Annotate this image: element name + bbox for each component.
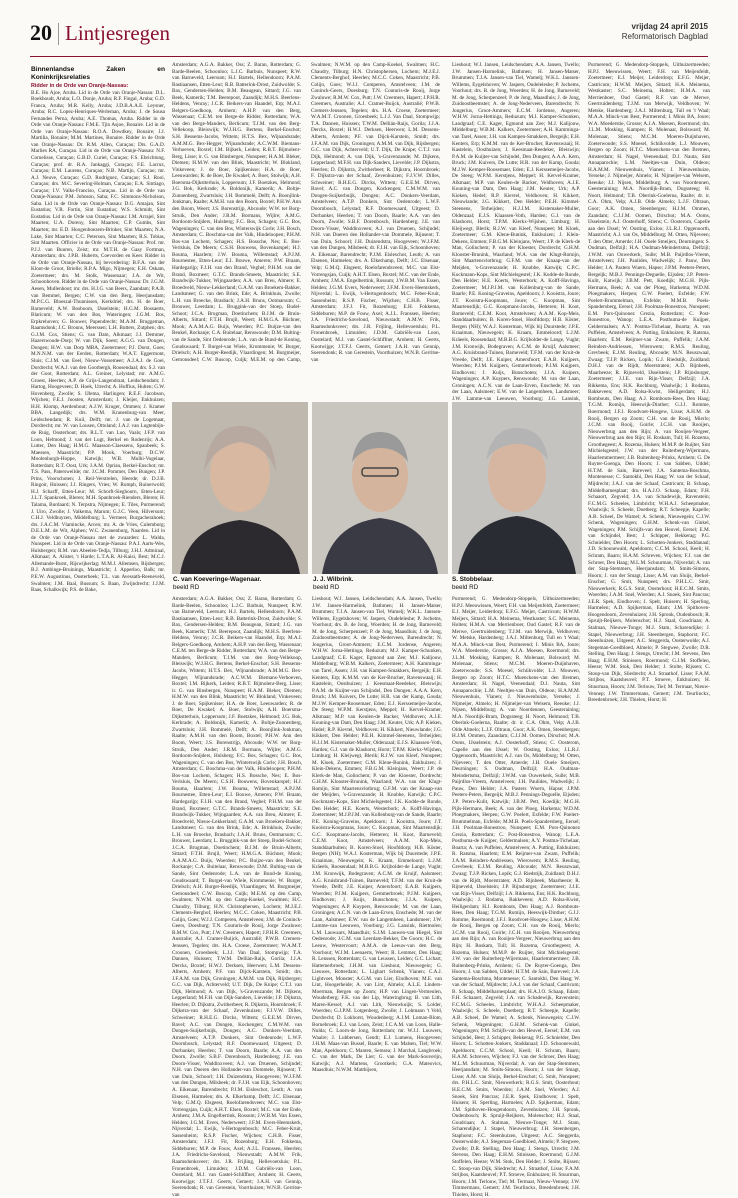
ministry-heading: Binnenlandse Zaken en Koninkrijksrelaties (31, 66, 165, 81)
column-4-lower (452, 596, 580, 1198)
honours-list-4b: Purmerend; G. Medendorp-Stoppels, Uithuizermeeden; H.P.J. Meeuwissen, Weert; F.H. van Meijenfeldt, Zoetermeer; E.J. Meijer, Leiderdorp; E.F.G. Meijer, Castricum; H.W.M. Meijers, Sittard; H.A. Meinema, Westkaster; S.C. Meinema, Holten; H.M.A. van Merrienboer, Oud Gastel; R.F. van de Merwe, Geertruidenberg; T.J.M. van Merwijk, Veldhoven; W. Metske, Hardenberg; J.A.J. Miltenburg, Tull en 't Waal; M.A.A. Minck-van Best, Purmerend; I. Minis BA, Joure; W.A. Moederstie, Grosse; A.J.A. Moesen, Roermond; drs. J.L.M. Mosking, Kampen; R. Molenaar, Bolsward; M. Molenaar, Stiens; M.C.M. Moeren-Duijnhaven, Zoeterwoude; S.S. Moesel, Schiikvolde; L.J. Mouwen, Bergen op Zoom; H.T.C. Muenckens-van den Bremen, Amsterdam; H. Nagel, Veenendaal; D.J. Nauta, Sint Annaparochie; L.M. Neeltjes-van Duin, Oldeon; H.A.M.M. Nieuwenhuis, Vianen; J. Nieuwenhuize, Yerseke; J. Nijmeijer, Almelo; H. Nijmeijer-van Welsem, Reeuke; J.J. Nijsen, Middelburg; A. van Noordennen, Geesteraining; M.A. Noordijk-Bram, Dogssteeg; H. Noort, Helmond; T.B. Oberink-Goelerna, Raalte; dr. ir. C.A. Ohm, Velp; A.J.B. Olde Almelo; L.J.F. Oltraun, Goor; A.K. Omen, Steenbergen; H.J.M. Ommen, Zaandam; C.J.J.M. Oomen, Dirschot; M.A. Ooms, IJsselstein; A.J. Oosterhoff, Stiens; C. Oosterom, Capelle aan den IJssel; W. Oosting, Exloo; J.L.R.J. Opgenoorth, Maastricht; A.J. van Os, Middelburg; M. Otten, Nijeveen; T. den Otter, Amerde; J.H. Ouele Smeijers, Deurningen; S. Oudman, Delfzijl; H.A. Oudman-Meindertsma, Delfzijl; J.W.M. van Ouwerkerk, Sulle; M.B. Paijrdlos-Vreem, Amstelveen; J.H. Paulides, Wadwelijk; J. Pauw, Den Helder; J.A. Pasters Wuern, Hapse; J.P.M. Peeters-Peters, Bergeijk; M.B.J. Pennings-Deguelle, Eijsden; J.P. Peters-Kulit, Katwijk; J.B.M. Pett, Koedijk; M.G.H. Pijls-Hermans, Beek; A. van der Ploeg, Harkema; W.D.M. Ploegmakers, Herpen; G.W. Poelert, Exfelde; F.W. Poelert-Brummelman, Exfelde; M.M.B. Poels-Spandersberg, Eersel; J.H. Poolman-Bonestroo, Nunspeet; E.M. Pors-Quinonez Grezia, Rotterdam; C. Post-Bonestroo, Wanop; L.E.A. Posthuma-de Kuijper, Geldermalsen; A.Y. Postma-Tichelaar, Boarta; A. van Puffelen, Amstelveen; A. Putting, Enkhuizen; R. Ratsma, Haarlem; E.M. Reijmer-van Zwam, Puffelik; J.A.M. Reinders-Andriessen, Wierowem; R.M.S. Reuling, Grevbeek; E.J.M. Reuling, Abcoude; M.N. Reuszwaal, Zwaag; T.J.P. Ricken, Lopik; G.J. Riedstijk, Zuidland; D.H.J. van de Rijdt, Moerstraten; A.D. Rijnbeek, Maarheeze; R. Rijneveld, IJsselstein; J.P. Rijnsburger, Zoetermeer; J.J.E. van Rijn-Visser, Delfzijl; J.A. Rikkema, Ens; H.K. Rochburg, Waalwijk; J. Rodama, Bakkeveen; A.D. Rolsa-Kwist, Heiligerdam; H.J. Rombouts, Den Haag; A.J. Rombouts-Rees, Den Haag; T.G.M. Romijn, Heeswijk-Dinther; G.J.J. Romme, Roermond; J.F.J. Roodvoet-Hoogew, Lisse; A.H.M. de Rooij, Bergen op Zoom; C.H. van de Rooij, Mierlo; J.C.M. van Rooij, Goirle; J.C.H. van Rooijen, Nieuwerbrug aan den Rijn; A. van Rooijen-Vergeer, Nieuwerbrug aan den Rijn; H. Roskam, Tull; H. Rozema, Groothegeest; A. Rozema, Hulsen; M.M.P. de Ruijter, Sint Michielsgestel; J.W. van der Ruiterberg-Wijermans, Haarlemmermeer; J.B. Ruitenberg-Prinks, Arnhem; G. De Ruyter-Goenga, Den Hoorn; J. van Sabben, Uddel; H.T.M. de Sain, Bareveel; J.A. Santema-Boschma, Montenesse; C. Santokhi, Den Haag; W. van der Schaaf, Mijdrecht; J.A.J. van der Schaaf, Castricum; B. Schaap, Middelharnesplaat; drs. H.A.J.O. Schaap, Edam; F.H. Schaaort, Zegveld; J.A. van Schadewijk, Ravenstein; F.C.M.G. Scheeles, Limbricht; W.H.A.J. Scheepmaker, Waalwijk; S. Scheele, Doetberg; R.T. Scheepje, Kapelle; A.B. Scheel, De Wamel; A. Schenk, Nieuwegein; C.J.W. Schenk, Wageningen; G.H.M. Schenk-van Ginkel, Wageningen; P.M. Schijfs-van den Heuvel, Eersel; E.M. van Schijndel, Best; J. Schipper, Bekkerag; P.G. Schnielder, Den Hoorn; L. Schotten-Jonkers, Staddanaal; J.D. Schoonewald, Apeldoorn; C.C.M. School, Keeli; H. Schram, Baarn; H.A.M. Schreven, Wijchen; F.J. van der Schroer, Den Haag; M.L.M. Schuurman, Nijverdal; A. van der Stap-Stemmers, Heerjansdam; M. Smits-Simons, Hoorn; J. van der Smagt, Lisse; A.M. van Sluijs, Berkel-Enschot; G. Smit, Nunspeet; drs. P.H.L.C. Smit, Nieuwerkerk; R.G.S. Smit, Oosterhout; H.E.C.M. Smits, Woerden; J.A.M. Snel, Wierden; A.J. Snoek, Sint Pancras; J.E.R. Spek, Eindhoven; J. Spelt, Huisem; H. Sperling, Harmelen; A.D. Spijkerman, Edam; J.M. Spithoven-Hoogendoorn, Zevenhuizen; J.H. Spronk, Oudenbosch; R. Spruijt-Reijkers, Molenschot; H.J. Staal, Goudriaan; A. Stalman, Nieuwe-Tonge; M.J. Stam, Scharendijke; J. Stapel, Nieuwerbrug; J.H. Steenbergen, Staphorst; F.C. Steenhuizen, Uitgeest; A.C. Steggerda, Oosterwolde; A.J. Stegeman-Goedbloed, Almelo; P. Stegwee, Zwolle; D.R. Stelling, Den Haag; J. Stengs, Utrecht; J.M. Stevens, Den Haag; E.H.M. Stinissen, Roermond; G.J.M. Stoffelen, Heeze; W.M. Stok, Den Helder; J. Stolte, Rijssen; C. Stoop-van Dijk, Sliedrecht; A.J. Straathof, Lisse; F.A.M. Strijbos, Kaatsheuvel; P.T. Stroeve, Enkhuizen; H. Stuurman, Hoorn; J.M. Terlouw, Tiel; M. Termaat, Nieuw-Vennep; J.W. Timmermans, Gemert; J.M. Teurlinckx, Breedenbroek; J.H. Thielen, Horst; H. (452, 596, 580, 1198)
portrait-photo-1 (172, 402, 308, 574)
column-3 (452, 62, 580, 402)
photo-caption-2 (313, 576, 447, 591)
photo-caption-1 (173, 576, 307, 591)
honours-list-3: Lieshout; W.J. Jansen, Leidschendam; A.A. Jansen, Twello; J.W. Jansen-Harmelink, Bathmen; H. Jansen-Matser, Brummen; T.J.A. Jansen-van Tiel, Wamelj; W.K.L. Janssen-Willems, Eygelshoven; W. Jaspers, Oudeleleshe; P. Jochems, Voorhout; drs. B. de Jong, Woerden; H. de Jong, Barneveld; M. de Jong, Scherpenzeel; P. de Jong, Maasdluis; J. de Jong, Zuidoostbeemster; A. de Jong-Nederveen, Barendrecht; N. Jongerius, Groot-Ammers; E.C.M. Jordense, Angeren; W.H.W. Jorna-Hettinga, Reduzum; M.J. Kamper-Schunken, Landgraaf; C.E. Kager, Egmond aan Zee; M.J. Kalijouw, Middelburg; W.B.M. Kalkers, Zoetermeer; A.H. Kamminga-van Tarel, Assen; J.H. van Kampen-Smakkers, Bergeijk; E.H. Kenters, Erp; K.M.M. van de Ker-Brucher, Ravenswaaij; H. Kastelein, Oosthuizen; J. Keesmaat-Reedeker, Bleiswijn; P.A.M. de Kuijter-van Schijndel, Den Dungen; A.A.A. Kern, Bruck; J.M. Kuivers, De Lutte; H.R. van der Kamp, Gouda; M.J.W. Kemper-Roosemaer, Eden; E.J. Kerssemeijer-Jacobs, De Steeg; W.P.M. Kerstjens, Meppel; H. Kervel-Kramer, Alkmaar; M.P. van Keulen-de Backer, Veldhoven; A.J.E. Kouning-van Dam, Den Haag; J.M. Keuter, Urk; A.P. Kieken, Hedel; R.P. Kievtel, Veldhoven; H. Kikkert, Nieuwlande; J.G. Kikkert, Den Helder; P.E.H. Kimmel-Steenens, Terheijden; H.J.J.M. Kistemaker-Muller, Oldenzaal; E.J.S. Klaassen-Voth, Harden; G.J. van de Klashorst, Horst; T.P.M. Klerkx-Wijshen, Limburg; H. Kleijwegt, Blerik; R.J.W. van Kleef, Nunspeet; M. Kloek, Zoetermeer; G.M. Klene-Bunink, Enkhuizen; J. Klein-Dekens, Emmen; F.B.G.M. Kleinjans, Weert; J.P. de Klerk-de Man, Golinchem; P. van der Kloester, Dordrecht; G.H.M. Klooster-Brunink, Waarland; W.A. van der Klugt-Romijn, Sint Maartensvlotbrug; G.F.M. van der Knaap-van der Meijden, 's-Gravenzande; H. Knobbe, Katwijk; C.P.C. Kockmann-Kops, Sint Michielsgestel; J.K. Kodde-de Ronde, Den Helder; H.E. Koerts, Westerbork; A. Kolff-Havinga, Zoetermeer; M.J.P.J.M. van Kollenburg-van de Sande, Baarle; P.E. Koning-Graveins, Apeldoorn; J. Kooistra, Joure; J.T. Kooistra-Koopmans, Joure; C. Koopman, Sint Maartensdijk; G.C. Koopmans-Jacobs, Hetteren; H. Koot, Barneveld; C.E.M. Koot, Amstelveen; A.A.M. Kop-Meis, Standdaarbuiten; B. Koren-Stoel, Hoofddorp; H.B. Köster, Bergen (NH); W.A.J. Kosterman, Wijk bij Duurstede; J.P.E. Kraaiman, Nieuwegein; K. Kraam, Emmeloord; L.J.M. Kräeels, Roosendaal; M.B.B.G. Krijbolder-de Lange, Vught; J.M. Kronwijk, Bodegraven; A.C.M. de Kruijf, Aalsmeer; A.G. Kruisbrand-Tuinen, Barneveld; T.F.M. van der Kruit-de Vreede, Delft; J.E. Kuiper, Amersfoort; E.A.B. Kuijpers, Woerden; P.J.M. Kuijpers, Gemmerbroek; P.J.M. Kuijpers, Eindhoven; J. Kuijs, Bunschoten; J.J.A. Kuipers, Wageningen; A.P. Kuypers, Renswoude; M. van der Laan, Groningen; A.C.N. van de Laan-Erven, Enschede; M. van der Laan, Aalsmeer; E.W. van de Langemheen, Landsmeer; J.W. Lamme-van Leeuwen, Voorburg; J.G. Lansink, (452, 62, 581, 402)
column-1 (31, 66, 165, 1060)
caption-name-3: S. Stobbelaar. (452, 576, 494, 583)
honours-list-3b: Lieshout; W.J. Jansen, Leidschendam; A.A. Jansen, Twello; J.W. Jansen-Harmelink, Bathmen; H. Jansen-Matser, Brummen; T.J.A. Jansen-van Tiel, Wamelj; W.K.L. Janssen-Willems, Eygelshoven; W. Jaspers, Oudeleleshe; P. Jochems, Voorhout; drs. B. de Jong, Woerden; H. de Jong, Barneveld; M. de Jong, Scherpenzeel; P. de Jong, Maasdluis; J. de Jong, Zuidoostbeemster; A. de Jong-Nederveen, Barendrecht; N. Jongerius, Groot-Ammers; E.C.M. Jordense, Angeren; W.H.W. Jorna-Hettinga, Reduzum; M.J. Kamper-Schunken, Landgraaf; C.E. Kager, Egmond aan Zee; M.J. Kalijouw, Middelburg; W.B.M. Kalkers, Zoetermeer; A.H. Kamminga-van Tarel, Assen; J.H. van Kampen-Smakkers, Bergeijk; E.H. Kenters, Erp; K.M.M. van de Ker-Brucher, Ravenswaaij; H. Kastelein, Oosthuizen; J. Keesmaat-Reedeker, Bleiswijn; P.A.M. de Kuijter-van Schijndel, Den Dungen; A.A.A. Kern, Bruck; J.M. Kuivers, De Lutte; H.R. van der Kamp, Gouda; M.J.W. Kemper-Roosemaer, Eden; E.J. Kerssemeijer-Jacobs, De Steeg; W.P.M. Kerstjens, Meppel; H. Kervel-Kramer, Alkmaar; M.P. van Keulen-de Backer, Veldhoven; A.J.E. Kouning-van Dam, Den Haag; J.M. Keuter, Urk; A.P. Kieken, Hedel; R.P. Kievtel, Veldhoven; H. Kikkert, Nieuwlande; J.G. Kikkert, Den Helder; P.E.H. Kimmel-Steenens, Terheijden; H.J.J.M. Kistemaker-Muller, Oldenzaal; E.J.S. Klaassen-Voth, Harden; G.J. van de Klashorst, Horst; T.P.M. Klerkx-Wijshen, Limburg; H. Kleijwegt, Blerik; R.J.W. van Kleef, Nunspeet; M. Kloek, Zoetermeer; G.M. Klene-Bunink, Enkhuizen; J. Klein-Dekens, Emmen; F.B.G.M. Kleinjans, Weert; J.P. de Klerk-de Man, Golinchem; P. van der Kloester, Dordrecht; G.H.M. Klooster-Brunink, Waarland; W.A. van der Klugt-Romijn, Sint Maartensvlotbrug; G.F.M. van der Knaap-van der Meijden, 's-Gravenzande; H. Knobbe, Katwijk; C.P.C. Kockmann-Kops, Sint Michielsgestel; J.K. Kodde-de Ronde, Den Helder; H.E. Koerts, Westerbork; A. Kolff-Havinga, Zoetermeer; M.J.P.J.M. van Kollenburg-van de Sande, Baarle; P.E. Koning-Graveins, Apeldoorn; J. Kooistra, Joure; J.T. Kooistra-Koopmans, Joure; C. Koopman, Sint Maartensdijk; G.C. Koopmans-Jacobs, Hetteren; H. Koot, Barneveld; C.E.M. Koot, Amstelveen; A.A.M. Kop-Meis, Standdaarbuiten; B. Koren-Stoel, Hoofddorp; H.B. Köster, Bergen (NH); W.A.J. Kosterman, Wijk bij Duurstede; J.P.E. Kraaiman, Nieuwegein; K. Kraam, Emmeloord; L.J.M. Kräeels, Roosendaal; M.B.B.G. Krijbolder-de Lange, Vught; J.M. Kronwijk, Bodegraven; A.C.M. de Kruijf, Aalsmeer; A.G. Kruisbrand-Tuinen, Barneveld; T.F.M. van der Kruit-de Vreede, Delft; J.E. Kuiper, Amersfoort; E.A.B. Kuijpers, Woerden; P.J.M. Kuijpers, Gemmerbroek; P.J.M. Kuijpers, Eindhoven; J. Kuijs, Bunschoten; J.J.A. Kuipers, Wageningen; A.P. Kuypers, Renswoude; M. van der Laan, Groningen; A.C.N. van de Laan-Erven, Enschede; M. van der Laan, Aalsmeer; E.W. van de Langemheen, Landsmeer; J.W. Lamme-van Leeuwen, Voorburg; J.G. Lansink, Rietmolen; L.M. Lauwaars, Maasdluis; S.J.M. Lauwen-van Hiegel, Sint Oedenrode; J.C.M. van Leerdam-Bekker, De Goorn; H.C. de Leeuw, Westervoort; A.M.A. de Leeuw-van den Berg, Voorhout; W.J.M. Leenaerts, Weert; R. Lemmer, Den Haag; R. Lenssen, Rotterdam; G. van Leussen, Leiden; G.C. Lichart, Hattemerbroek; J.H.M. van Lieshout, Nieuwegein; G. Lieuwes, Rotterdam; L. Lighart Schenk, Vianen; C.A.J. Lightvoet, Monster; A.G.M. van Lier, Eindhoven; M.E. van Lint, Hoogerheide; A. van Lint, Almelo; A.L.E. Linders-Moerman, Bergen op Zoom; H.P. van Lingen-Vermeulen, Wouderberg; F.K. van der Lip, Wateringbrug; B. van Lith, Maren-Kessel; A.J. van Lith, Nieuwkuijk; S. Lolder, Woerden; G.J.P.M. Lotgenberg, Zwolle; J. Lohmann 't Veld, Dordrecht; D. Lokhorst, Woudenberg; A.J.M. Loman-Blom, Bornebroek; E.J. van Loon, Zeist; J.C.A.M. van Loon, Halle-Nulda; C. Loorn-de Jong, Rotterdam; mr. W.J.J. Louwers, Waalre; J. Lubbersen, Gendt; E.J. Lumens, Hoogeveen; J.H.M. Maas-van Bussel, Baarle; E. van Malsen, Tiel; W.W. Man, Apeldoorn; C. Manten, Semsea; J. Marchal, Langbroek; C. van der Mark, De Lier; G. van der Mark-Souverijn, Katwijk; A.J. Martens, Grootkerk; G.A. Mateovics, Maasdluis; N.W.M. Matthijsen, (312, 596, 442, 1074)
caption-credit-1: beeld RD (173, 583, 200, 591)
honours-list-1: B.E. Ho Ajoe, Aruba. Lid in de Orde van Oranje-Nassau: D.L. Boekhoudt, Aruba; L.O. Donje, Aruba; R.F. Fingal, Aruba; G.D. Franca, Aruba; M.R. Kelly, Aruba; J.D.B.A.A.E. Leysner, Aruba; R.C. Lopez-Henriques-Werleman, Aruba; J. de Sousa Fernandes Perna, Aruba; A.E. Thomas, Aruba. Ridder in de Orde van Oranje-Nassau: F.M.E. Tjin Asjoe, Bonaire. Lid in de Orde van Oranje-Nassau: R.O.A. Dowdkey, Bonaire; J.J. Martilia, Bonaire; M.M. Martines, Bonaire. Ridder in de Orde van Oranje-Nassau: Dr. R.M. Allen, Curaçao; Drs. G.A.D. Marlies RA, Curaçao. Lid in de Orde van Oranje-Nassau: N.F. Cornelisse, Curaçao; G.B.D. Curiel, Curaçao; F.S. Ebrichtung, Curaçao; prof. dr. R.A. Jankaggi, Curaçao; F.E. Lacruz, Curaçao; E.M. Laurens, Curaçao; N.B. Martijn, Curaçao; mr. A.J. Neuve, Curaçao; G.D. Rodriguez, Curaçao; S.J. Rooi, Curaçao; drs. M.C. Severing-Holman, Curaçao; E.A. Sintiago, Curaçao; I.V. Valks-Franciso, Curaçao. Lid in de Orde van Oranje-Nassau: P.M. Johnson, Saba; F.C. Simmons-Nicholson, Saba. Lid in de Orde van Oranje-Nassau: D.G. Amajan, Sint Eustatius; V.R. Fortin, Sint Eustatius; W.S. Schmidt, Sint Eustatius. Lid in de Orde van Oranje-Nassau: I.M. Arrajel, Sint Maarten; U.A. Doreny, Sint Maarten; C.P. Gumbs, Sint Maarten; mr. E.D. Hoogenboezem-Brinker, Sint Maarten; N.A. Lake, Sint Maarten; C.C. Peterson, Sint Maarten; R.S. Tobias, Sint Maarten. Officier in de Orde van Oranje-Nassau: Prof. mr. P.J.J. van Buuren, Zeist; mr. M.T.H. de Gaay Fortman, Amsterdam; drs. J.P.B. Huberts, Coevorden en Keer. Ridder in de Orde van Oranje-Nassau, bij bevordering: B.F.A. van der Kloot-de Groot, Brielle; R.P.A. Migo, Nijmegen; E.H. Oskam, Zoetermeer; drs. M. Stolk, Wassenaar; J.A. de Wit, Schoonhoven. Ridder in de Orde van Oranje-Nassau: Dr. J.G.M. Aesen, Mullenhout; mr. drs. H.J.G. van Beers, Zaandam; P.A.B. van Bemmel, Bergen; C.W. van den Berg, Heerjansdam; M.P.C.G. Bloeszal-Thunnissen, Kerkdriel; drs. H. de Boer, Barneveld; A.W. Bosboom, IJsselstein; H.G.M. Bossaerts, Blaricum; W. van den Bos, Wateringen; J.G.M. Bos, Erpkrehoven; G. Bouwer, Papendrecht; M.A.M. Bruggeman, Raamsdonk; J.C. Brouns, Meerssen; L.H. Butters, Zutphen; drs. G.J.M. Cox, Stiens; G. van Dam, Alkmaar; J.J. Demmer, Hazerswoude-Dorp; W. van Dijk, Soest; A.G.G. van Dongen, Dongen; H.W. van Dorp MBA, Zoetermeer; P.J. Dorst, Goes; M.N.N.M. van der Eerden, Rotterdam; W.A.T. Eggermont, Sluis; C.J.M. van Eeel, Nieuw-Vossemeer; A.J.A.J. de Goei, Dordrecht; W.A.J. van den Goorbergh, Roosendaal; drs. S.J. van der Goot, Rotterdam; A.L. Greiner, Lelystad; mr. A.M.G. Groest, Heerlen; A.P. de Grijs-Langendraat, Leidschendam; J. Hartog, Hoogeveen; D. Hoek, Utrecht; A. Hoffius, Hulten; G.W. Hovenberg, Zwolle; S. IJlema, Harlingen; R.E.F. Jacobson, Wijchen; F.E.J. Joosten, Amsterdam; J. Kleijer, Enkhuizen; H.H. Klomp, Aerdenhout; A.J.W. Kruger, Ommen; J. Kramer BBA, Langedijk; drs. W.M. Kranenburg-van Meer, Leidschendam; R. Kuil, Delft; mr. J. van de Logemaat, Dordrecht; mr. W. van Lousen, Ottoland; J.A.J. van Lugtenbijn-de Ruig, Oosterhout; drs. R.L.T. van Luo, Vaals; J.F.P. van Loon, Helmond; J. van der Lugt, Berkel en Rodenrijs; A.A. Lutter, Den Haag; H.M.G. Maasson-Claessens, Spaubeek; S. Maessen, Maastricht; P.P. Mook, Voerburg; D.C.W. Moolenburgh-Hoppe, Katwijk; W.B. Mulhi-Vogelaar, Rotterdam; R.T. Oost, Urk; J.A.M. Opriau, Berkel-Enschot; mr. T.S. Pass, Patersweilde; mr. J.C.M. Pommer, Den Bungen; J.P. Prins, Voorschoten; J. Reil-Verstrelen, Heerde; dr. D.J.B. Ringoir, Huissen; J.J. Ringers, Vries; W. Rumph, Ruinerwold; H.J. Scharff, Etten-Leur; M. Schorft-Sieghoorn, Etten-Leur; J.L.T. Spankroek, Bleren; M.H. Spanbroek-Rienders, Bleren; H. Talama, Burdaard; N. Terpstra, Nijmegen; E. Tiles, Purmerend; J. Uiro, Zwolle; J. Valkema, Marum; G.J.C. Veen, Hilversum; C.H.J. Veldhuyzen, Middelburg; L. Vermeer, Burgacherahoek; drs. J.A.C.M. Vlamincke, Arcen; mr. A. de Vries, Culemborg; D.E.L.M. de Wit, Alphen; W.C. Zwanenburg, Naarden. Lid in de Orde van Oranje-Nassau met de zwaarden: L. Walda, Nunspeet. Lid in de Orde van Oranje-Nassau: P.A.I. Aarts-Wes, Hulsbergen; R.M. van Abeelen-Tedja, Tilburg; J.H.J. Admiraal, Alkmaar; A. Aiister, 't Harde; L.T.A.R. Al-Kaisi, Best; M.C.J. Allemande-Burst, Rijswijkerlag; M.M.J. Allemsen, Rijsbergen; B.J. Ambinge-Bruinings, Maastricht; J. Apperloo, Balk; mr. P.E.W. Augustinus, Oosterbeek; T.L. van Avessath-Reeneveld, Swalmen; J.M. Baal, Bussum; S. Baan, Zwijndrecht; J.J.M. Baas, Schalkwijk; P.S. de Bake, (31, 89, 165, 594)
honours-list-2b: Amsterdam; A.G.A. Bakker, Oss; Z. Baran, Rotterdam; G. Barde-Beelen, Schoonloo; L.J.C. Barbuis, Nunspeet; R.W. van Barneveld, Leersum; H.J. Bartels, Hellendoorn; P.A.M. Bastiaansen, Etten-Leur; R.B. Batterink-Drost, Zuidwolde; S. Bax, Gendersen-Helden; B.M. Beaugean, Sittard; J.G. van Beek, Kamerik; T.M. Beerepoot, Zaandijk; M.H.S. Beerlens-Heldens, Venray; J.C.R. Beikers-van Haandel, Erp; M.A.I. Belgers-Goedkoop, Arnhem; A.H.P. van den Berg, Wassenaar; C.E.M. ten Berge-de Ridder, Rotterdam; W.A. van den Berge-Manders, Berlicum; T.J.M. van den Berg-Vellekoop, Bleiswijk; W.J.H.G. Bertens, Berkel-Enschot; S.H. Bessems-Jacobs, Wittem; H.T.S. Bex, Wijnandsrade; A.M.M.G. Bex-Hegger, Wijnandsrade; A.C.W.M. Biemans-Verhoeven, Boxtel; I.M. Bijkerk, Leiden; R.B.T. Bijmolenr-Berg, Lisse; ir. G. van Binsbergen, Nunspeet; H.A.M. Bleker, Diemen; H.M.W. van den Blink, Maastricht; W. Blokland, Vinkeveen; J. de Boer, Spijkenisse; H.A. de Boer, Leeuwarden; R. de Boer, De Kwakel; A. Boer, Stolwijk; A.H. Boersma-Dijkstterhuis, Loppersum; J.F. Boetzkes, Helmond; J.G. Bok, Kerkrade; A. Boldonijk, Kamerik; A. Boltje-Zunnenberg, Zwartsluis; J.H. Bommelé, Delft; A. Boonjlink-Jonkman, Raalte; A.M.H. van den Boom, Boxtel; P.H.W. Ann den Boom, Weert; J.S. Borenstrijp, Abcoude; W.W. ter Borg-Struik, Den Ander; J.R.M. Bormans, Wijlre; A.M.G. Bordoom-Snijders, Hulsberg; F.C. Bos, Schagen; G.C. Bos, Wageningen; C. van den Bos, Winterswijk Corle; J.H. Bosch, Amsterdam; C. Boschma-van der Valk, Hindeloopen; P.H.M. Bos-van Lochem, Schagen; H.S. Bossche, Nes; E. Bos-Verlsluis, De Meern; C.S.H. Bouwens, Bovenkarspel; H.J. Bouma, Haarlem; J.W. Bouma, Willemstad; A.P.J.M. Bournestee, Etten-Leur; E.I. Bouwe, Ameren; P.W. Braam, Hardegarijp; F.J.H. van den Brand, Veghel; P.H.M. van der Brand, Boxmeer; G.T.C. Brands-Smeets, Maastricht; S.E. Brandwijk-Tukker, Wijngaarden; A.A. van Breu, Almere; E. Broedveld, Nieuw-Lekkerland; G.A.M. van Broekem-Bakker, Landsmeer; G. van den Brink, Ede; A. Brinkhuis, Zwolle; L.H. van Broecke, Brasbach; J.A.H. Bruns, Ootmarsum; C. Brouwer, Leerdam; L. Bruggink-van der Stoep, Budel-Schoot; J.C.A. Brugman, Doetinchem; B.J.M. de Bruin-Alberts, Sittard; F.T.H. Brujil, Weert; H.M.G.A. Büchner, Mook; A.A.M.A.G. Buijs, Woerden; P.C. Buijze-van den Beukel, Rockanje; C.A. Buitelaar, Renswoude; D.M. Bulting-van de Sande, Sint Oedenrode; L.A. van de Bund-de Koning, Goudswaard; T. Burgel-van Wiele, Krommenie; W. Burger, Drielsch; A.H. Burger-Reedijk, Vlaardingen; M. Burgmeijer, Gemonsdeel; C.W. Buscop, Culjk; M.E.M. op den Camp, Swalmen; N.W.M. op den Camp-Koekel, Swalmen; H.C. Chaudry, Tilburg; H.N. Christophersen, Lochem; M.J.E.J. Clements-Berghof, Heerlen; M.C.C. Coken, Maastricht; P.B. Colijn, Goes; W.J.J. Comperen, Amstelveen; J.M. de Coninck-Geers, Doesburg; T.N. Couturis-de Rooij, Jorge Zwaluwe; R.M.W. Cox, Putt; J.W. Creemers, Hapert; J.P.H.R. Creemers, Australie; A.J. Cramer-Buijck, Australië; P.W.B. Cremers-Jenssen, Tegelen; drs. H.A. Croese, Zoetermeer; W.A.M.T. Croonen, Groesbeek; L.J.J. Van Daal, Stompwijp; T.A. Dannen, Huissen; T.W.M. Dellián-Raijs, Gorila; J.J.A. Dercks, Boxtel; H.W.J. Derksen, Heerwen; L.M. Dessens-Alberts, Arnhem; P.F. van Dijck-Karstein, Smidt; drs. J.F.A.M. van Dijk, Groningen; A.M.M. van Dijk, Rijsbergen; G.C. van Dijk, Achterveld; U.T. Dijk, De Knipe; C.T.J. van Dijk, Helmond; A. van Dijk, 's-Gravenzande; M. Dijkens, Lepperland; M.F.H. van Dijk-Sanders, Lievelde; J.P. Dijkstra, Heerlen; D. Dijkstra, Zwitherbeet; R. Dijkstra, Hoornbroek; F. Dijkstra-van der Schaaf, Zevenhuizen; F.J.V.W. Dilles, Schweiner; R.H.E.G. Dircks, Wittem; G.E.E.M. Dirven, Bavel; A.C. van Dongen, Kockengen; C.M.W.M. van Dongen-Suijkerbuijk, Dongen; A.C. Donkers-Veerdam, Amstelveen; A.T.P. Donkers, Sint Oedenrode; L.W.F. Doornbosch, Lelystad; R.F. Doomewaard, Uitgeest; D. Dorbanker, Heerlen; T. van Doorn, Baarle; A.A. van den Doorn, Zwolle; S.B.F. Dorenbosch, Hardenberg; J.E. van Doorn-Visser, Waddinxveen; A.J. van Druenen, Schijndel; N.H. van Dueren den Hollander-van Dommele, Rijnsent; T. van Duin, Schoorl; J.H. Duizendstra, Hoogeveen; W.J.F.M. van den Dungen, Milsbeek; dr. F.J.H. van Eijk, Schoonhoven; A. Eikenaar, Barendrecht; P.J.M. Eisleschot, Leuth; A. van Elsenen, Harmelen; drs. A. Elkerhamp, Delft; J.C. Elsenaar, Velp; G.M.Q. Elsgeest, Roelofarendsveen; M.C. van Elst-Vorrengsjan, Cuijk; A.H.T. Elsen, Boxtel; M.C. van der Ende, Arnhem; J.M.A. Engelbertink, Rossum; J.W.B.M. Van Essen, Helden; J.G.M. Evers, Nederweert; J.F.M. Evers-Heemskerk, Nijverdal; L. Ewijk, 's-Hertogenbosch; M.C. Feber-Kruit, Sassenheim; R.S.P. Fischer, Wijchen; C.H.B. Fisser, Amsterdam; J.F.J. Fit, Rozenburg; E.H. Fokkema, Siddeburen; M.P. de Fouw, Axel; A.J.L. Franssen, Heerlen; J.A. Friedrichs-Saveloud, Nieuwstadt; A.M.W. Frik, Raamsdonksveer; drs. J.R. Frijling, Hellevoetsluis; P.L. Fronenbroek, Limuiden; J.D.M. Gabriëls-van Loon, Oostelard; M.J. van Gastel-Schliffner, Arnhem; H. Geerts, Kootwijge; J.T.F.J. Geerts, Gemert; J.A.H. van Gennip, Soerendonk; R. van Gerestein, Voorthuizen; W.N.B. Gerritse-van (172, 596, 302, 1198)
honours-list-4: Purmerend; G. Medendorp-Stoppels, Uithuizermeeden; H.P.J. Meeuwissen, Weert; F.H. van Meijenfeldt, Zoetermeer; E.J. Meijer, Leiderdorp; E.F.G. Meijer, Castricum; H.W.M. Meijers, Sittard; H.A. Meinema, Westkaster; S.C. Meinema, Holten; H.M.A. van Merrienboer, Oud Gastel; R.F. van de Merwe, Geertruidenberg; T.J.M. van Merwijk, Veldhoven; W. Metske, Hardenberg; J.A.J. Miltenburg, Tull en 't Waal; M.A.A. Minck-van Best, Purmerend; I. Minis BA, Joure; W.A. Moederstie, Grosse; A.J.A. Moesen, Roermond; drs. J.L.M. Mosking, Kampen; R. Molenaar, Bolsward; M. Molenaar, Stiens; M.C.M. Moeren-Duijnhaven, Zoeterwoude; S.S. Moesel, Schiikvolde; L.J. Mouwen, Bergen op Zoom; H.T.C. Muenckens-van den Bremen, Amsterdam; H. Nagel, Veenendaal; D.J. Nauta, Sint Annaparochie; L.M. Neeltjes-van Duin, Oldeon; H.A.M.M. Nieuwenhuis, Vianen; J. Nieuwenhuize, Yerseke; J. Nijmeijer, Almelo; H. Nijmeijer-van Welsem, Reeuke; J.J. Nijsen, Middelburg; A. van Noordennen, Geesteraining; M.A. Noordijk-Bram, Dogssteeg; H. Noort, Helmond; T.B. Oberink-Goelerna, Raalte; dr. ir. C.A. Ohm, Velp; A.J.B. Olde Almelo; L.J.F. Oltraun, Goor; A.K. Omen, Steenbergen; H.J.M. Ommen, Zaandam; C.J.J.M. Oomen, Dirschot; M.A. Ooms, IJsselstein; A.J. Oosterhoff, Stiens; C. Oosterom, Capelle aan den IJssel; W. Oosting, Exloo; J.L.R.J. Opgenoorth, Maastricht; A.J. van Os, Middelburg; M. Otten, Nijeveen; T. den Otter, Amerde; J.H. Ouele Smeijers, Deurningen; S. Oudman, Delfzijl; H.A. Oudman-Meindertsma, Delfzijl; J.W.M. van Ouwerkerk, Sulle; M.B. Paijrdlos-Vreem, Amstelveen; J.H. Paulides, Wadwelijk; J. Pauw, Den Helder; J.A. Pasters Wuern, Hapse; J.P.M. Peeters-Peters, Bergeijk; M.B.J. Pennings-Deguelle, Eijsden; J.P. Peters-Kulit, Katwijk; J.B.M. Pett, Koedijk; M.G.H. Pijls-Hermans, Beek; A. van der Ploeg, Harkema; W.D.M. Ploegmakers, Herpen; G.W. Poelert, Exfelde; F.W. Poelert-Brummelman, Exfelde; M.M.B. Poels-Spandersberg, Eersel; J.H. Poolman-Bonestroo, Nunspeet; E.M. Pors-Quinonez Grezia, Rotterdam; C. Post-Bonestroo, Wanop; L.E.A. Posthuma-de Kuijper, Geldermalsen; A.Y. Postma-Tichelaar, Boarta; A. van Puffelen, Amstelveen; A. Putting, Enkhuizen; R. Ratsma, Haarlem; E.M. Reijmer-van Zwam, Puffelik; J.A.M. Reinders-Andriessen, Wierowem; R.M.S. Reuling, Grevbeek; E.J.M. Reuling, Abcoude; M.N. Reuszwaal, Zwaag; T.J.P. Ricken, Lopik; G.J. Riedstijk, Zuidland; D.H.J. van de Rijdt, Moerstraten; A.D. Rijnbeek, Maarheeze; R. Rijneveld, IJsselstein; J.P. Rijnsburger, Zoetermeer; J.J.E. van Rijn-Visser, Delfzijl; J.A. Rikkema, Ens; H.K. Rochburg, Waalwijk; J. Rodama, Bakkeveen; A.D. Rolsa-Kwist, Heiligerdam; H.J. Rombouts, Den Haag; A.J. Rombouts-Rees, Den Haag; T.G.M. Romijn, Heeswijk-Dinther; G.J.J. Romme, Roermond; J.F.J. Roodvoet-Hoogew, Lisse; A.H.M. de Rooij, Bergen op Zoom; C.H. van de Rooij, Mierlo; J.C.M. van Rooij, Goirle; J.C.H. van Rooijen, Nieuwerbrug aan den Rijn; A. van Rooijen-Vergeer, Nieuwerbrug aan den Rijn; H. Roskam, Tull; H. Rozema, Groothegeest; A. Rozema, Hulsen; M.M.P. de Ruijter, Sint Michielsgestel; J.W. van der Ruiterberg-Wijermans, Haarlemmermeer; J.B. Ruitenberg-Prinks, Arnhem; G. De Ruyter-Goenga, Den Hoorn; J. van Sabben, Uddel; H.T.M. de Sain, Bareveel; J.A. Santema-Boschma, Montenesse; C. Santokhi, Den Haag; W. van der Schaaf, Mijdrecht; J.A.J. van der Schaaf, Castricum; B. Schaap, Middelharnesplaat; drs. H.A.J.O. Schaap, Edam; F.H. Schaaort, Zegveld; J.A. van Schadewijk, Ravenstein; F.C.M.G. Scheeles, Limbricht; W.H.A.J. Scheepmaker, Waalwijk; S. Scheele, Doetberg; R.T. Scheepje, Kapelle; A.B. Scheel, De Wamel; A. Schenk, Nieuwegein; C.J.W. Schenk, Wageningen; G.H.M. Schenk-van Ginkel, Wageningen; P.M. Schijfs-van den Heuvel, Eersel; E.M. van Schijndel, Best; J. Schipper, Bekkerag; P.G. Schnielder, Den Hoorn; L. Schotten-Jonkers, Staddanaal; J.D. Schoonewald, Apeldoorn; C.C.M. School, Keeli; H. Schram, Baarn; H.A.M. Schreven, Wijchen; F.J. van der Schroer, Den Haag; M.L.M. Schuurman, Nijverdal; A. van der Stap-Stemmers, Heerjansdam; M. Smits-Simons, Hoorn; J. van der Smagt, Lisse; A.M. van Sluijs, Berkel-Enschot; G. Smit, Nunspeet; drs. P.H.L.C. Smit, Nieuwerkerk; R.G.S. Smit, Oosterhout; H.E.C.M. Smits, Woerden; J.A.M. Snel, Wierden; A.J. Snoek, Sint Pancras; J.E.R. Spek, Eindhoven; J. Spelt, Huisem; H. Sperling, Harmelen; A.D. Spijkerman, Edam; J.M. Spithoven-Hoogendoorn, Zevenhuizen; J.H. Spronk, Oudenbosch; R. Spruijt-Reijkers, Molenschot; H.J. Staal, Goudriaan; A. Stalman, Nieuwe-Tonge; M.J. Stam, Scharendijke; J. Stapel, Nieuwerbrug; J.H. Steenbergen, Staphorst; F.C. Steenhuizen, Uitgeest; A.C. Steggerda, Oosterwolde; A.J. Stegeman-Goedbloed, Almelo; P. Stegwee, Zwolle; D.R. Stelling, Den Haag; J. Stengs, Utrecht; J.M. Stevens, Den Haag; E.H.M. Stinissen, Roermond; G.J.M. Stoffelen, Heeze; W.M. Stok, Den Helder; J. Stolte, Rijssen; C. Stoop-van Dijk, Sliedrecht; A.J. Straathof, Lisse; F.A.M. Strijbos, Kaatsheuvel; P.T. Stroeve, Enkhuizen; H. Stuurman, Hoorn; J.M. Terlouw, Tiel; M. Termaat, Nieuw-Vennep; J.W. Timmermans, Gemert; J.M. Teurlinckx, Breedenbroek; J.H. Thielen, Horst; H. (588, 62, 710, 704)
caption-credit-3: beeld RD (452, 583, 479, 591)
column-2 (172, 62, 440, 402)
header-divider (58, 23, 59, 45)
header-dateline (622, 22, 708, 42)
caption-name-2: J. J. Wilbrink. (313, 576, 354, 583)
photo-caption-3 (452, 576, 582, 591)
portrait-photo-3 (452, 402, 582, 574)
newspaper-name: Reformatorisch Dagblad (621, 32, 708, 41)
page-header (30, 20, 708, 57)
column-2-lower (172, 596, 302, 1198)
page-number: 20 (30, 20, 52, 45)
caption-name-1: C. van Koeveringe-Wagenaar. (173, 576, 262, 583)
honours-list-2: Amsterdam; A.G.A. Bakker, Oss; Z. Baran, Rotterdam; G. Barde-Beelen, Schoonloo; L.J.C. Barbuis, Nunspeet; R.W. van Barneveld, Leersum; H.J. Bartels, Hellendoorn; P.A.M. Bastiaansen, Etten-Leur; R.B. Batterink-Drost, Zuidwolde; S. Bax, Gendersen-Helden; B.M. Beaugean, Sittard; J.G. van Beek, Kamerik; T.M. Beerepoot, Zaandijk; M.H.S. Beerlens-Heldens, Venray; J.C.R. Beikers-van Haandel, Erp; M.A.I. Belgers-Goedkoop, Arnhem; A.H.P. van den Berg, Wassenaar; C.E.M. ten Berge-de Ridder, Rotterdam; W.A. van den Berge-Manders, Berlicum; T.J.M. van den Berg-Vellekoop, Bleiswijk; W.J.H.G. Bertens, Berkel-Enschot; S.H. Bessems-Jacobs, Wittem; H.T.S. Bex, Wijnandsrade; A.M.M.G. Bex-Hegger, Wijnandsrade; A.C.W.M. Biemans-Verhoeven, Boxtel; I.M. Bijkerk, Leiden; R.B.T. Bijmolenr-Berg, Lisse; ir. G. van Binsbergen, Nunspeet; H.A.M. Bleker, Diemen; H.M.W. van den Blink, Maastricht; W. Blokland, Vinkeveen; J. de Boer, Spijkenisse; H.A. de Boer, Leeuwarden; R. de Boer, De Kwakel; A. Boer, Stolwijk; A.H. Boersma-Dijkstterhuis, Loppersum; J.F. Boetzkes, Helmond; J.G. Bok, Kerkrade; A. Boldonijk, Kamerik; A. Boltje-Zunnenberg, Zwartsluis; J.H. Bommelé, Delft; A. Boonjlink-Jonkman, Raalte; A.M.H. van den Boom, Boxtel; P.H.W. Ann den Boom, Weert; J.S. Borenstrijp, Abcoude; W.W. ter Borg-Struik, Den Ander; J.R.M. Bormans, Wijlre; A.M.G. Bordoom-Snijders, Hulsberg; F.C. Bos, Schagen; G.C. Bos, Wageningen; C. van den Bos, Winterswijk Corle; J.H. Bosch, Amsterdam; C. Boschma-van der Valk, Hindeloopen; P.H.M. Bos-van Lochem, Schagen; H.S. Bossche, Nes; E. Bos-Verlsluis, De Meern; C.S.H. Bouwens, Bovenkarspel; H.J. Bouma, Haarlem; J.W. Bouma, Willemstad; A.P.J.M. Bournestee, Etten-Leur; E.I. Bouwe, Ameren; P.W. Braam, Hardegarijp; F.J.H. van den Brand, Veghel; P.H.M. van der Brand, Boxmeer; G.T.C. Brands-Smeets, Maastricht; S.E. Brandwijk-Tukker, Wijngaarden; A.A. van Breu, Almere; E. Broedveld, Nieuw-Lekkerland; G.A.M. van Broekem-Bakker, Landsmeer; G. van den Brink, Ede; A. Brinkhuis, Zwolle; L.H. van Broecke, Brasbach; J.A.H. Bruns, Ootmarsum; C. Brouwer, Leerdam; L. Bruggink-van der Stoep, Budel-Schoot; J.C.A. Brugman, Doetinchem; B.J.M. de Bruin-Alberts, Sittard; F.T.H. Brujil, Weert; H.M.G.A. Büchner, Mook; A.A.M.A.G. Buijs, Woerden; P.C. Buijze-van den Beukel, Rockanje; C.A. Buitelaar, Renswoude; D.M. Bulting-van de Sande, Sint Oedenrode; L.A. van de Bund-de Koning, Goudswaard; T. Burgel-van Wiele, Krommenie; W. Burger, Drielsch; A.H. Burger-Reedijk, Vlaardingen; M. Burgmeijer, Gemonsdeel; C.W. Buscop, Culjk; M.E.M. op den Camp, Swalmen; N.W.M. op den Camp-Koekel, Swalmen; H.C. Chaudry, Tilburg; H.N. Christophersen, Lochem; M.J.E.J. Clements-Berghof, Heerlen; M.C.C. Coken, Maastricht; P.B. Colijn, Goes; W.J.J. Comperen, Amstelveen; J.M. de Coninck-Geers, Doesburg; T.N. Couturis-de Rooij, Jorge Zwaluwe; R.M.W. Cox, Putt; J.W. Creemers, Hapert; J.P.H.R. Creemers, Australie; A.J. Cramer-Buijck, Australië; P.W.B. Cremers-Jenssen, Tegelen; drs. H.A. Croese, Zoetermeer; W.A.M.T. Croonen, Groesbeek; L.J.J. Van Daal, Stompwijp; T.A. Dannen, Huissen; T.W.M. Dellián-Raijs, Gorila; J.J.A. Dercks, Boxtel; H.W.J. Derksen, Heerwen; L.M. Dessens-Alberts, Arnhem; P.F. van Dijck-Karstein, Smidt; drs. J.F.A.M. van Dijk, Groningen; A.M.M. van Dijk, Rijsbergen; G.C. van Dijk, Achterveld; U.T. Dijk, De Knipe; C.T.J. van Dijk, Helmond; A. van Dijk, 's-Gravenzande; M. Dijkens, Lepperland; M.F.H. van Dijk-Sanders, Lievelde; J.P. Dijkstra, Heerlen; D. Dijkstra, Zwitherbeet; R. Dijkstra, Hoornbroek; F. Dijkstra-van der Schaaf, Zevenhuizen; F.J.V.W. Dilles, Schweiner; R.H.E.G. Dircks, Wittem; G.E.E.M. Dirven, Bavel; A.C. van Dongen, Kockengen; C.M.W.M. van Dongen-Suijkerbuijk, Dongen; A.C. Donkers-Veerdam, Amstelveen; A.T.P. Donkers, Sint Oedenrode; L.W.F. Doornbosch, Lelystad; R.F. Doomewaard, Uitgeest; D. Dorbanker, Heerlen; T. van Doorn, Baarle; A.A. van den Doorn, Zwolle; S.B.F. Dorenbosch, Hardenberg; J.E. van Doorn-Visser, Waddinxveen; A.J. van Druenen, Schijndel; N.H. van Dueren den Hollander-van Dommele, Rijnsent; T. van Duin, Schoorl; J.H. Duizendstra, Hoogeveen; W.J.F.M. van den Dungen, Milsbeek; dr. F.J.H. van Eijk, Schoonhoven; A. Eikenaar, Barendrecht; P.J.M. Eisleschot, Leuth; A. van Elsenen, Harmelen; drs. A. Elkerhamp, Delft; J.C. Elsenaar, Velp; G.M.Q. Elsgeest, Roelofarendsveen; M.C. van Elst-Vorrengsjan, Cuijk; A.H.T. Elsen, Boxtel; M.C. van der Ende, Arnhem; J.M.A. Engelbertink, Rossum; J.W.B.M. Van Essen, Helden; J.G.M. Evers, Nederweert; J.F.M. Evers-Heemskerk, Nijverdal; L. Ewijk, 's-Hertogenbosch; M.C. Feber-Kruit, Sassenheim; R.S.P. Fischer, Wijchen; C.H.B. Fisser, Amsterdam; J.F.J. Fit, Rozenburg; E.H. Fokkema, Siddeburen; M.P. de Fouw, Axel; A.J.L. Franssen, Heerlen; J.A. Friedrichs-Saveloud, Nieuwstadt; A.M.W. Frik, Raamsdonksveer; drs. J.R. Frijling, Hellevoetsluis; P.L. Fronenbroek, Limuiden; J.D.M. Gabriëls-van Loon, Oostelard; M.J. van Gastel-Schliffner, Arnhem; H. Geerts, Kootwijge; J.T.F.J. Geerts, Gemert; J.A.H. van Gennip, Soerendonk; R. van Gerestein, Voorthuizen; W.N.B. Gerritse-van (172, 62, 440, 363)
order-heading: Ridder in de Orde van Oranje-Nassau: (31, 83, 129, 89)
column-3-lower (312, 596, 442, 1074)
issue-date: vrijdag 24 april 2015 (631, 22, 708, 31)
caption-credit-2: beeld RD (313, 583, 340, 591)
column-4 (588, 62, 710, 1060)
portrait-photo-2 (312, 402, 448, 574)
section-title: Lintjesregen (65, 21, 170, 45)
